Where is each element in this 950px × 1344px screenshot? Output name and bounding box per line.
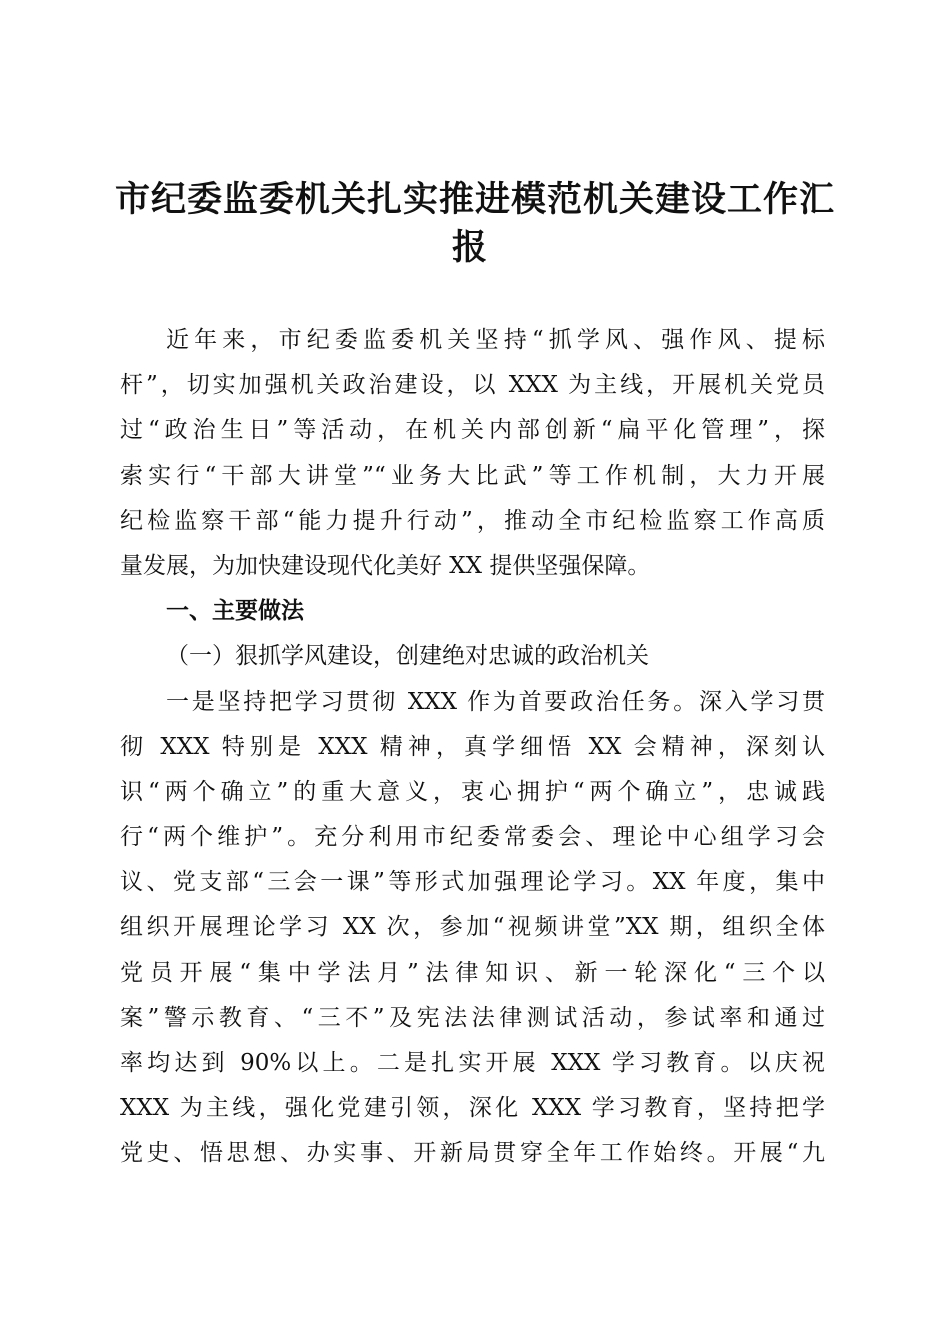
paragraph-2-line: XXX 为主线，强化党建引领，深化 XXX 学习教育，坚持把学 [120, 1095, 825, 1122]
paragraph-2-line: 行“两个维护”。充分利用市纪委常委会、理论中心组学习会 [120, 824, 825, 851]
paragraph-1-line: 过“政治生日”等活动，在机关内部创新“扁平化管理”，探 [120, 417, 825, 444]
paragraph-1-line: 索实行“干部大讲堂”“业务大比武”等工作机制，大力开展 [120, 462, 825, 489]
paragraph-2-line: 率均达到 90%以上。二是扎实开展 XXX 学习教育。以庆祝 [120, 1050, 825, 1076]
paragraph-1-line: 量发展，为加快建设现代化美好 XX 提供坚强保障。 [120, 552, 651, 579]
paragraph-2-line: 组织开展理论学习 XX 次，参加“视频讲堂”XX 期，组织全体 [120, 914, 825, 941]
paragraph-2-line: 党史、悟思想、办实事、开新局贯穿全年工作始终。开展“九 [120, 1140, 825, 1167]
paragraph-2-line: 彻 XXX 特别是 XXX 精神，真学细悟 XX 会精神，深刻认 [120, 733, 825, 760]
title-line-1: 市纪委监委机关扎实推进模范机关建设工作汇 [115, 179, 836, 220]
paragraph-1-line: 纪检监察干部“能力提升行动”，推动全市纪检监察工作高质 [120, 507, 825, 534]
section-heading: 一、主要做法 [166, 598, 304, 625]
paragraph-2-line: 一是坚持把学习贯彻 XXX 作为首要政治任务。深入学习贯 [166, 688, 825, 715]
document-title [115, 176, 836, 272]
paragraph-2-line: 议、党支部“三会一课”等形式加强理论学习。XX 年度，集中 [120, 869, 825, 896]
paragraph-2-line: 识“两个确立”的重大意义，衷心拥护“两个确立”，忠诚践 [120, 778, 825, 805]
paragraph-2-line: 案”警示教育、“三不”及宪法法律测试活动，参试率和通过 [120, 1004, 825, 1031]
paragraph-1-line: 近年来，市纪委监委机关坚持“抓学风、强作风、提标 [166, 327, 825, 353]
title-line-2: 报 [451, 227, 488, 268]
paragraph-1-line: 杆”，切实加强机关政治建设，以 XXX 为主线，开展机关党员 [120, 372, 825, 399]
subsection-heading: （一）狠抓学风建设，创建绝对忠诚的政治机关 [166, 643, 649, 670]
document-body [120, 318, 825, 1177]
paragraph-2-line: 党员开展“集中学法月”法律知识、新一轮深化“三个以 [120, 959, 825, 986]
